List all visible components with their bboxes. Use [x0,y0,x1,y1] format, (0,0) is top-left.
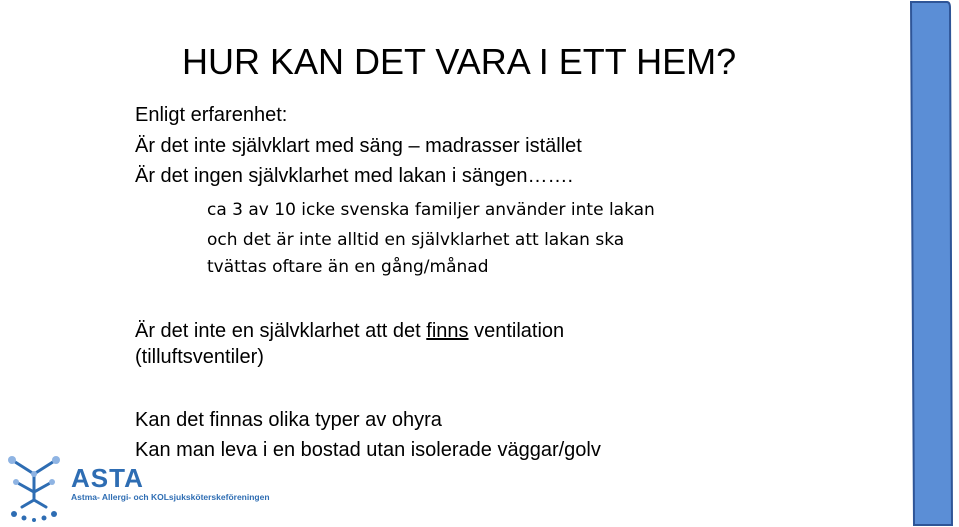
question-line-3 [135,318,564,344]
question-line-4: (tilluftsventiler) [135,346,264,368]
sub-point-3: tvättas oftare än en gång/månad [207,257,489,277]
question-line-3-end: ventilation [468,320,565,342]
accent-bar [909,0,954,527]
asta-logo-mark-icon [12,460,56,507]
question-line-1: Är det inte självklart med säng – madrasser istället [135,135,582,157]
logo-subtitle: Astma- Allergi- och KOLsjuksköterskeföreningen [71,492,270,502]
sub-point-2: och det är inte alltid en självklarhet att lakan ska [207,230,625,250]
question-line-5: Kan det finnas olika typer av ohyra [135,409,442,431]
question-line-3-start: Är det inte en självklarhet att det [135,320,427,342]
slide-title: HUR KAN DET VARA I ETT HEM? [182,41,737,82]
question-line-6: Kan man leva i en bostad utan isolerade väggar/golv [135,439,601,461]
intro-line: Enligt erfarenhet: [135,104,288,126]
question-line-2: Är det ingen självklarhet med lakan i sängen……. [135,165,574,187]
sub-point-1: ca 3 av 10 icke svenska familjer använder inte lakan [207,200,655,220]
logo-name: ASTA [71,463,144,493]
underlined-word: finns [426,320,469,342]
